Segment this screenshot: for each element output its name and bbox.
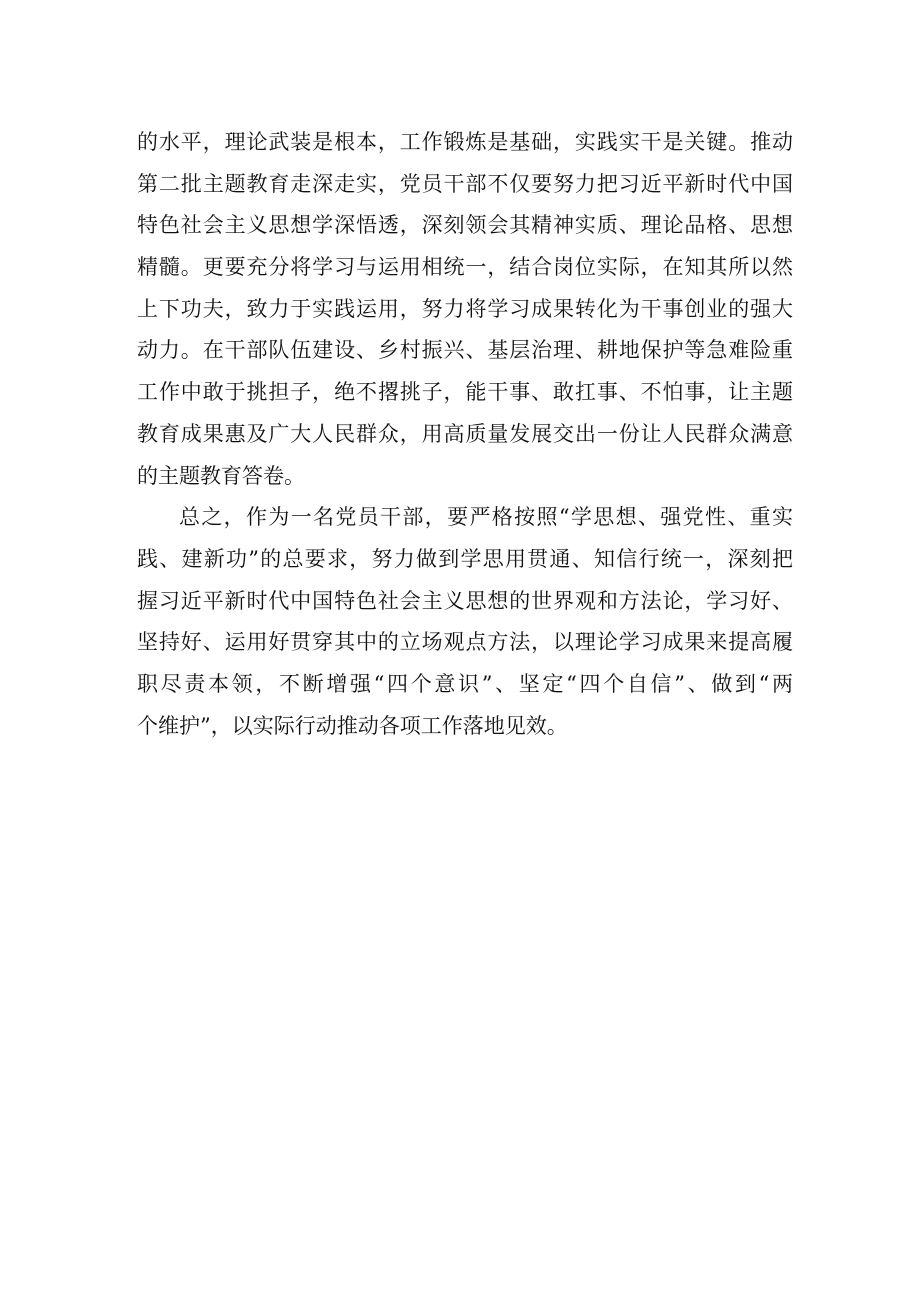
paragraph-2-line-3: 握习近平新时代中国特色社会主义思想的世界观和方法论，学习好、 — [137, 588, 793, 613]
paragraph-2-line-5: 职尽责本领，不断增强“四个意识”、坚定“四个自信”、做到“两 — [137, 671, 793, 696]
paragraph-2 — [137, 497, 793, 747]
paragraph-1-line-2: 第二批主题教育走深走实，党员干部不仅要努力把习近平新时代中国 — [137, 171, 793, 196]
paragraph-1-line-4: 精髓。更要充分将学习与运用相统一，结合岗位实际，在知其所以然 — [137, 255, 793, 280]
paragraph-2-line-6: 个维护”，以实际行动推动各项工作落地见效。 — [137, 713, 568, 738]
paragraph-2-line-2: 践、建新功”的总要求，努力做到学思用贯通、知信行统一，深刻把 — [137, 546, 793, 571]
paragraph-1-line-7: 工作中敢于挑担子，绝不撂挑子，能干事、敢扛事、不怕事，让主题 — [137, 380, 793, 405]
paragraph-1-line-5: 上下功夫，致力于实践运用，努力将学习成果转化为干事创业的强大 — [137, 296, 793, 321]
paragraph-1-line-1: 的水平，理论武装是根本，工作锻炼是基础，实践实干是关键。推动 — [137, 130, 793, 154]
paragraph-1-line-3: 特色社会主义思想学深悟透，深刻领会其精神实质、理论品格、思想 — [137, 213, 793, 238]
paragraph-1 — [137, 122, 793, 497]
paragraph-1-line-9: 的主题教育答卷。 — [137, 463, 305, 488]
paragraph-1-line-8: 教育成果惠及广大人民群众，用高质量发展交出一份让人民群众满意 — [137, 421, 793, 446]
paragraph-1-line-6: 动力。在干部队伍建设、乡村振兴、基层治理、耕地保护等急难险重 — [137, 338, 793, 363]
paragraph-2-line-1: 总之，作为一名党员干部，要严格按照“学思想、强党性、重实 — [179, 505, 793, 530]
paragraph-2-line-4: 坚持好、运用好贯穿其中的立场观点方法，以理论学习成果来提高履 — [137, 630, 793, 655]
document-body — [137, 122, 793, 747]
